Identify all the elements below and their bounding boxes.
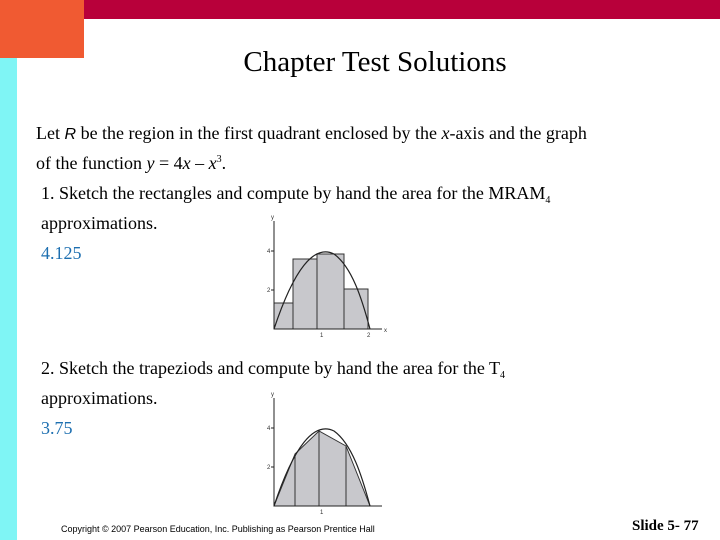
- function-eq: = 4: [154, 153, 183, 173]
- function-period: .: [221, 153, 227, 173]
- copyright-footer: Copyright © 2007 Pearson Education, Inc. Publishing as Pearson Prentice Hall: [61, 524, 375, 534]
- function-x-cubed: x: [208, 153, 217, 173]
- question-2: [41, 358, 505, 381]
- y-tick-label: 2: [267, 288, 271, 294]
- x-tick-label: 2: [367, 333, 371, 338]
- region-symbol: R: [64, 126, 77, 143]
- y-axis-label: y: [271, 215, 274, 221]
- slide-title: Chapter Test Solutions: [243, 46, 507, 78]
- trapezoid-graph: [258, 389, 388, 515]
- intro-line-2: [36, 153, 226, 174]
- x-tick-label: 1: [320, 333, 324, 338]
- question-1-answer: 4.125: [41, 243, 82, 263]
- question-1: [41, 183, 550, 206]
- function-x: x: [182, 153, 191, 173]
- slide-number: Slide 5- 77: [632, 518, 699, 534]
- intro-text: Let: [36, 123, 65, 143]
- function-y: y: [146, 153, 155, 173]
- question-2-text: 2. Sketch the trapeziods and compute by hand the area for the T: [41, 358, 501, 378]
- intro-text: be the region in the first quadrant enclosed by the: [76, 123, 442, 143]
- intro-text: -axis and the graph: [449, 123, 587, 143]
- y-tick-label: 2: [267, 465, 271, 471]
- mram-rect-3: [317, 254, 344, 329]
- trapezoid-4: [346, 446, 370, 506]
- y-tick-label: 4: [267, 426, 271, 432]
- x-tick-label: 1: [320, 510, 324, 515]
- y-axis-label: y: [271, 392, 274, 398]
- mram-rect-1: [274, 303, 293, 329]
- x-axis-label: x: [384, 328, 387, 334]
- y-tick-label: 4: [267, 249, 271, 255]
- question-2-line-2: approximations.: [41, 388, 158, 408]
- question-2-answer: 3.75: [41, 418, 73, 438]
- question-1-text: 1. Sketch the rectangles and compute by hand the area for the MRAM: [41, 183, 546, 203]
- question-1-subscript: 4: [545, 195, 551, 206]
- function-exponent: 3: [216, 154, 222, 165]
- question-1-line-2: approximations.: [41, 213, 158, 233]
- function-minus: –: [190, 153, 209, 173]
- trapezoid-2: [295, 431, 319, 506]
- top-accent-bar: [0, 0, 720, 19]
- mram-graph: [258, 212, 388, 338]
- question-2-subscript: 4: [500, 370, 506, 381]
- x-symbol: x: [441, 123, 450, 143]
- mram-rect-2: [293, 259, 317, 329]
- intro-text: of the function: [36, 153, 147, 173]
- side-accent-bar: [0, 58, 17, 540]
- corner-accent-block: [0, 0, 84, 58]
- intro-line-1: [36, 123, 587, 144]
- trapezoid-3: [319, 431, 346, 506]
